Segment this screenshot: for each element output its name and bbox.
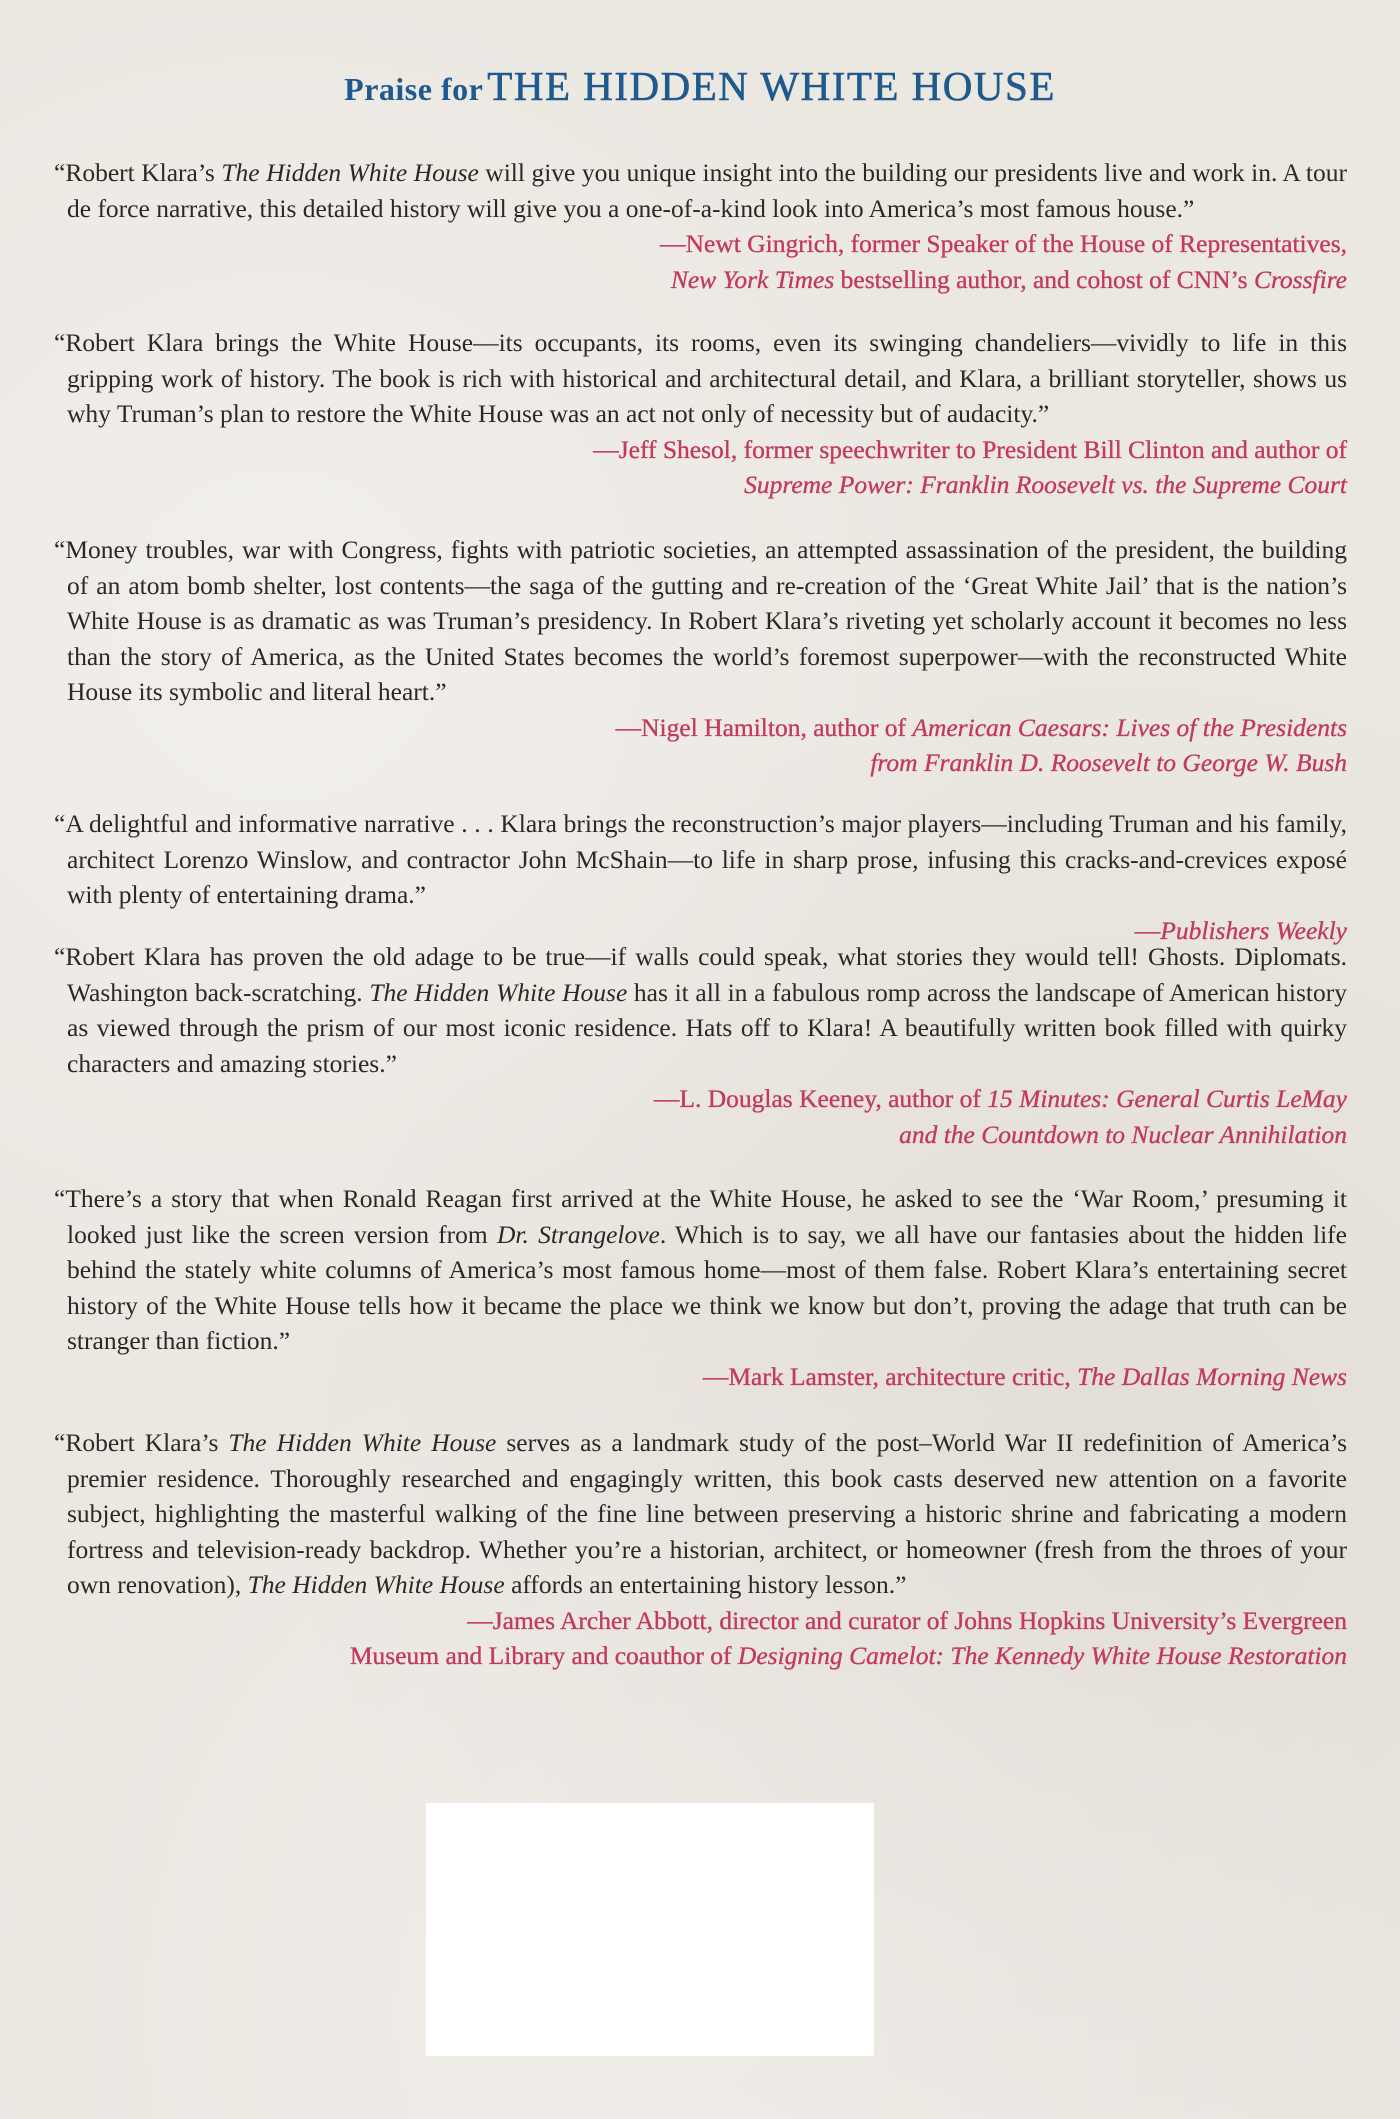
quote-segment: “Money troubles, war with Congress, fights with patriotic societies, an attempted assassination of the president, the building of an atom bomb shelter, lost contents—the saga of the gutting and re-creation of the ‘Great White Jail’ that is the nation’s White House is as dramatic as was Truman’s presidency. In Robert Klara’s riveting yet scholarly account it becomes no less than the story of America, as the United States becomes the world’s foremost superpower—with the reconstructed White House its symbolic and literal heart.” [54,535,1347,706]
quote-segment: . Which is to say, we all have our fantasies about the hidden life behind the stately white columns of America’s most famous home—most of them false. Robert Klara’s entertaining secret history of the White House tells how it became the place we think we know but don’t, proving the adage that truth can be stranger than fiction.” [67,1219,1347,1355]
quote-segment: “There’s a story that when Ronald Reagan first arrived at the White House, he asked to see the ‘War Room,’ presuming it looked just like the screen version from [54,1184,1347,1249]
italic-title: The Hidden White House [221,158,479,187]
attribution-segment: and the Countdown to Nuclear Annihilation [899,1119,1347,1149]
attribution-segment: The Dallas Morning News [1077,1361,1347,1391]
quote-attribution [54,467,1347,503]
quote-block [54,1181,1347,1394]
attribution-segment: Crossfire [1253,264,1347,294]
italic-title: Dr. Strangelove [496,1219,660,1249]
quote-segment: has it all in a fabulous romp across the landscape of American history as viewed through the prism of our most iconic residence. Hats off to Klara! A beautifully written book filled with quirky characters and amazing stories.” [67,977,1347,1078]
quote-segment: serves as a landmark study of the post–World War II redefinition of America’s premier residence. Thoroughly researched and engagingly written, this book casts deserved new attention on a favorite subject, highlighting the masterful walking of the fine line between preserving a historic shrine and fabricating a modern fortress and television-ready backdrop. Whether you’re a historian, architect, or homeowner (fresh from the throes of your own renovation), [67,1428,1347,1599]
title-prefix: Praise for [344,71,484,107]
attribution-segment: —Jeff Shesol, former speechwriter to President Bill Clinton and author of [593,434,1347,464]
attribution-segment: American Caesars: Lives of the Presidents [912,712,1347,742]
quote-attribution [54,262,1347,298]
quote-text [54,939,1347,1081]
quote-text [54,1181,1347,1359]
book-title: THE HIDDEN WHITE HOUSE [487,63,1056,109]
quote-attribution [54,432,1347,468]
quote-attribution [54,1638,1347,1674]
quote-attribution [54,226,1347,262]
attribution-segment: —James Archer Abbott, director and curator of Johns Hopkins University’s Evergreen [467,1605,1347,1635]
attribution-segment: 15 Minutes: General Curtis LeMay [987,1084,1347,1113]
attribution-segment: —Nigel Hamilton, author of [615,712,913,742]
quote-block [54,325,1347,503]
italic-title: The Hidden White House [228,1428,497,1457]
quote-attribution [54,1117,1347,1153]
quote-block [54,1425,1347,1674]
quote-attribution [54,745,1347,781]
quote-segment: will give you unique insight into the building our presidents live and work in. A tour de force narrative, this detailed history will give you a one-of-a-kind look into America’s most famous house.” [67,158,1347,223]
page-title [0,62,1400,110]
quote-block [54,155,1347,297]
quote-text [54,325,1347,432]
attribution-segment: Museum and Library and coauthor of [349,1641,738,1670]
barcode-area [426,1803,874,2056]
quote-text [54,1425,1347,1603]
italic-title: The Hidden White House [369,977,628,1007]
italic-title: The Hidden White House [247,1570,505,1599]
quote-segment: “Robert Klara’s [54,1428,229,1457]
quote-attribution [54,710,1347,746]
attribution-segment: Publishers Weekly [1160,915,1347,945]
quote-block [54,532,1347,781]
quote-segment: affords an entertaining history lesson.” [504,1570,907,1599]
quote-text [54,532,1347,710]
attribution-segment: — [1134,915,1161,945]
attribution-segment: from Franklin D. Roosevelt to George W. Bush [870,748,1347,777]
attribution-segment: —Mark Lamster, architecture critic, [702,1361,1078,1391]
attribution-segment: Designing Camelot: The Kennedy White House Restoration [737,1641,1347,1670]
attribution-segment: Supreme Power: Franklin Roosevelt vs. the Supreme Court [744,470,1347,499]
quote-block [54,806,1347,948]
quote-segment: “Robert Klara’s [54,158,222,187]
quote-text [54,155,1347,226]
quote-attribution [54,1603,1347,1639]
attribution-segment: —L. Douglas Keeney, author of [653,1084,988,1113]
quote-segment: “Robert Klara brings the White House—its occupants, its rooms, even its swinging chandeliers—vividly to life in this gripping work of history. The book is rich with historical and architectural detail, and Klara, a brilliant storyteller, shows us why Truman’s plan to restore the White House was an act not only of necessity but of audacity.” [54,328,1347,428]
quote-text [54,806,1347,913]
quote-segment: “A delightful and informative narrative . . . Klara brings the reconstruction’s major players—including Truman and his family, architect Lorenzo Winslow, and contractor John McShain—to life in sharp prose, infusing this cracks-and-crevices exposé with plenty of entertaining drama.” [54,809,1347,909]
quote-attribution [54,1359,1347,1395]
attribution-segment: New York Times [670,264,835,294]
attribution-segment: —Newt Gingrich, former Speaker of the House of Representatives, [660,229,1347,258]
attribution-segment: bestselling author, and cohost of CNN’s [834,264,1254,294]
quote-segment: “Robert Klara has proven the old adage to be true—if walls could speak, what stories they would tell! Ghosts. Diplomats. Washington back-scratching. [54,942,1347,1007]
quote-block [54,939,1347,1152]
quote-attribution [54,1081,1347,1117]
